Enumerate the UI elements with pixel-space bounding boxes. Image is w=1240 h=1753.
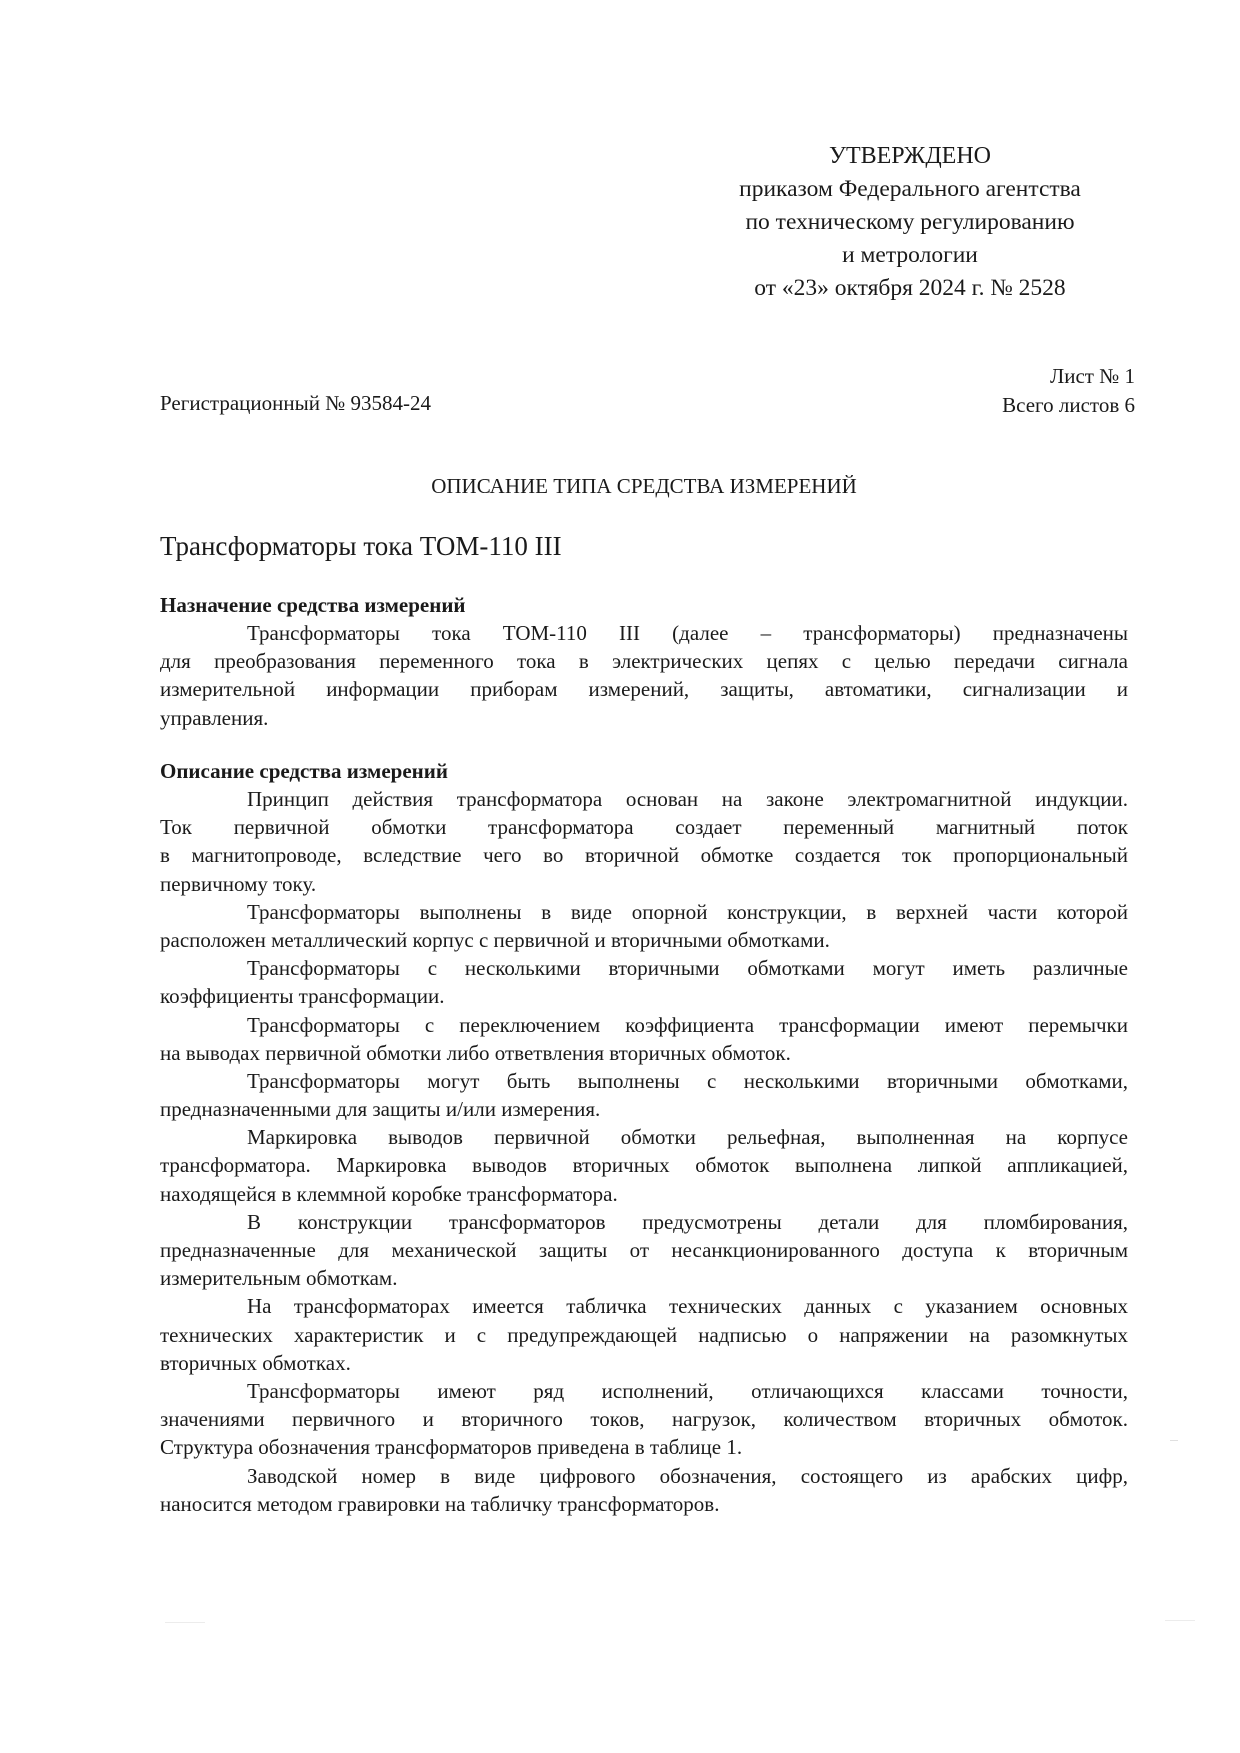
approval-line: по техническому регулированию <box>745 209 1075 235</box>
approval-heading: УТВЕРЖДЕНО <box>828 143 992 169</box>
paragraph-line: Маркировка выводов первичной обмотки рельефная, выполненная на корпусе <box>247 1125 1128 1150</box>
paragraph-line: измерительной информации приборам измерений, защиты, автоматики, сигнализации и <box>160 677 1128 702</box>
product-name: Трансформаторы тока ТОМ-110 III <box>160 531 562 561</box>
paragraph-line: первичному току. <box>160 871 317 896</box>
paragraph-line: Трансформаторы имеют ряд исполнений, отличающихся классами точности, <box>247 1378 1128 1403</box>
paragraph-line: На трансформаторах имеется табличка технических данных с указанием основных <box>247 1294 1128 1319</box>
section-description <box>160 757 1128 1518</box>
paragraph-line: Принцип действия трансформатора основан на законе электромагнитной индукции. <box>247 787 1128 811</box>
paragraph-line: технических характеристик и с предупреждающей надписью о напряжении на разомкнутых <box>160 1322 1128 1347</box>
paragraph-line: трансформатора. Маркировка выводов вторичных обмоток выполнена липкой аппликацией, <box>160 1153 1128 1178</box>
total-sheets: Всего листов 6 <box>1002 393 1135 417</box>
paragraph-line: на выводах первичной обмотки либо ответвления вторичных обмоток. <box>160 1040 791 1065</box>
paragraph-line: предназначенные для механической защиты от несанкционированного доступа к вторичным <box>160 1238 1128 1262</box>
paragraph-line: Ток первичной обмотки трансформатора создает переменный магнитный поток <box>160 815 1128 840</box>
scan-artifact <box>1165 1620 1195 1621</box>
paragraph-line: Трансформаторы с несколькими вторичными обмотками могут иметь различные <box>247 956 1128 981</box>
approval-order-date: от «23» октября 2024 г. № 2528 <box>754 275 1066 301</box>
registration-number: Регистрационный № 93584-24 <box>160 391 431 415</box>
paragraph-line: Трансформаторы выполнены в виде опорной конструкции, в верхней части которой <box>247 899 1128 924</box>
paragraph-line: для преобразования переменного тока в электрических цепях с целью передачи сигнала <box>160 649 1128 674</box>
approval-line: и метрологии <box>842 242 978 268</box>
scan-artifact <box>1170 1440 1178 1441</box>
paragraph-line: наносится методом гравировки на табличку трансформаторов. <box>160 1491 720 1516</box>
paragraph-line: значениями первичного и вторичного токов, нагрузок, количеством вторичных обмоток. <box>160 1407 1128 1432</box>
paragraph-line: измерительным обмоткам. <box>160 1266 398 1291</box>
section-purpose <box>160 591 1128 732</box>
sheet-number: Лист № 1 <box>1049 364 1135 388</box>
paragraph-line: вторичных обмотках. <box>160 1350 351 1375</box>
paragraph-line: в магнитопроводе, вследствие чего во вторичной обмотке создается ток пропорциональный <box>160 843 1128 868</box>
approval-block <box>700 140 1120 305</box>
section-heading: Описание средства измерений <box>160 759 448 783</box>
paragraph-line: Структура обозначения трансформаторов приведена в таблице 1. <box>160 1435 743 1460</box>
document-title: ОПИСАНИЕ ТИПА СРЕДСТВА ИЗМЕРЕНИЙ <box>431 474 857 498</box>
paragraph-line: расположен металлический корпус с первичной и вторичными обмотками. <box>160 927 830 952</box>
paragraph-line: коэффициенты трансформации. <box>160 984 445 1009</box>
paragraph-line: В конструкции трансформаторов предусмотрены детали для пломбирования, <box>247 1209 1128 1234</box>
paragraph-line: Трансформаторы тока ТОМ-110 III (далее – трансформаторы) предназначены <box>247 621 1128 645</box>
sheet-info <box>1002 362 1135 420</box>
approval-line: приказом Федерального агентства <box>739 176 1081 202</box>
scan-artifact <box>165 1622 205 1623</box>
paragraph-line: Трансформаторы могут быть выполнены с несколькими вторичными обмотками, <box>247 1068 1128 1093</box>
paragraph-line: Трансформаторы с переключением коэффициента трансформации имеют перемычки <box>247 1012 1128 1037</box>
paragraph-line: управления. <box>160 705 269 730</box>
paragraph-line: Заводской номер в виде цифрового обозначения, состоящего из арабских цифр, <box>247 1463 1128 1488</box>
paragraph-line: предназначенными для защиты и/или измерения. <box>160 1097 601 1122</box>
paragraph-line: находящейся в клеммной коробке трансформатора. <box>160 1181 618 1206</box>
section-heading: Назначение средства измерений <box>160 593 466 617</box>
